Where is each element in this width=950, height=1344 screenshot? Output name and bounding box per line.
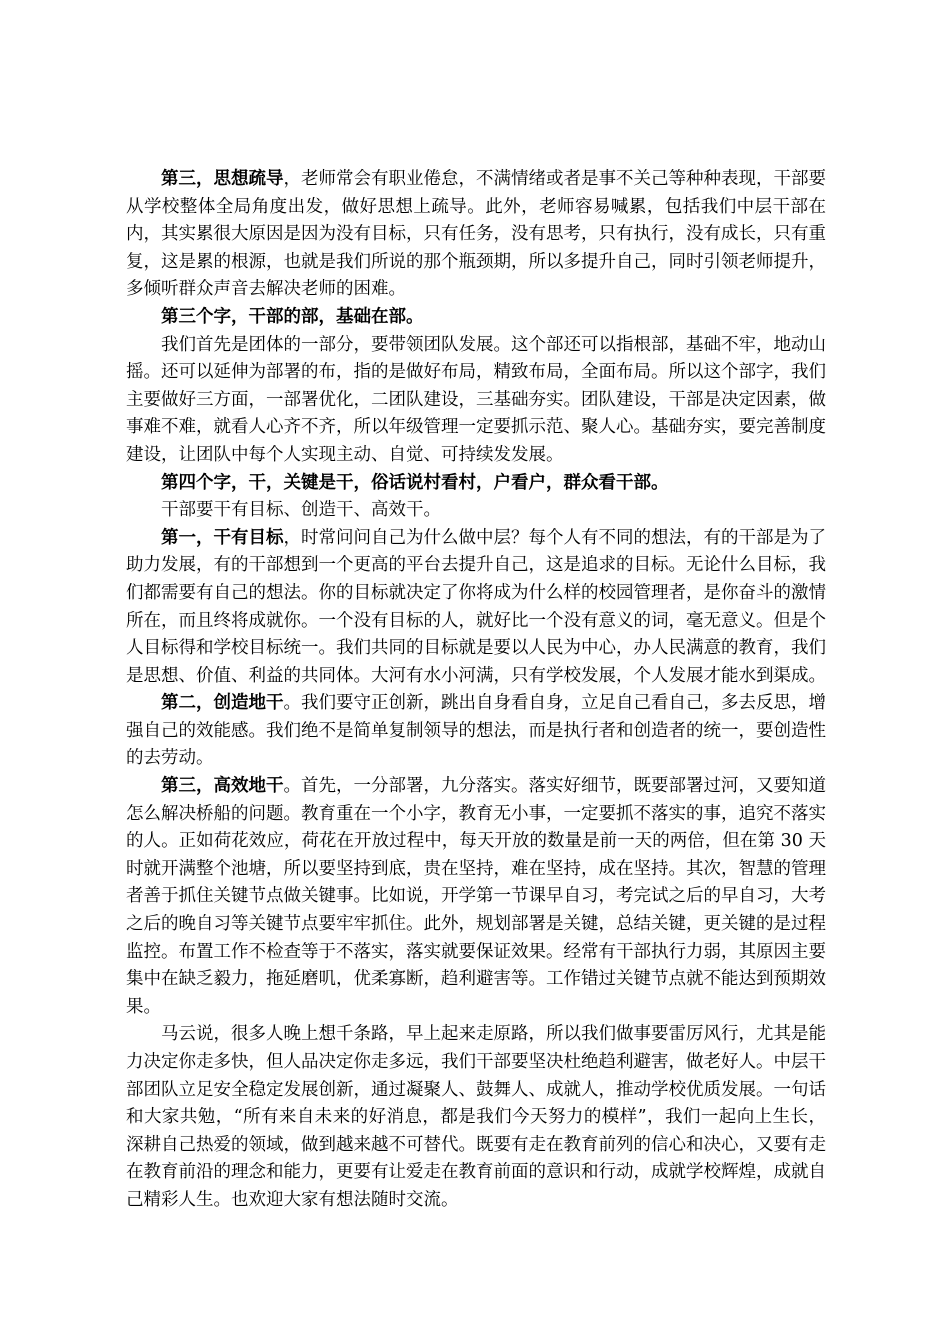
document-page <box>126 166 826 1215</box>
paragraph-gan-summary: 干部要干有目标、创造干、高效干。 <box>161 500 441 521</box>
paragraph-thought-guidance <box>126 166 826 304</box>
section-heading-bu: 第三个字，干部的部，基础在部。 <box>161 306 424 327</box>
paragraph-goal <box>126 525 826 691</box>
paragraph-lead: 第二，创造地干 <box>161 693 284 714</box>
paragraph-lead: 第三，思想疏导 <box>161 169 284 189</box>
paragraph-lead: 第三，高效地干 <box>161 776 284 797</box>
paragraph-text: ，老师常会有职业倦怠，不满情绪或者是事不关己等种种表现，干部要从学校整体全局角度出发，做好思想上疏导。此外，老师容易喊累，包括我们中层干部在内，其实累很大原因是因为没有目标，只有任务，没有思考，只有执行，没有成长，只有重复，这是累的根源，也就是我们所说的那个瓶颈期，所以多提升自己，同时引领老师提升，多倾听群众声音去解决老师的困难。 <box>126 169 826 300</box>
paragraph-team: 我们首先是团体的一部分，要带领团队发展。这个部还可以指根部，基础不牢，地动山摇。还可以延伸为部署的布，指的是做好布局，精致布局，全面布局。所以这个部字，我们主要做好三方面，一部署优化，二团队建设，三基础夯实。团队建设，干部是决定因素，做事难不难，就看人心齐不齐，所以年级管理一定要抓示范、聚人心。基础夯实，要完善制度建设，让团队中每个人实现主动、自觉、可持续发发展。 <box>126 334 826 465</box>
paragraph-lead: 第一，干有目标 <box>161 527 284 548</box>
paragraph-closing: 马云说，很多人晚上想千条路，早上起来走原路，所以我们做事要雷厉风行，尤其是能力决定你走多快，但人品决定你走多远，我们干部要坚决杜绝趋利避害，做老好人。中层干部团队立足安全稳定发展创新，通过凝聚人、鼓舞人、成就人，推动学校优质发展。一句话和大家共勉，“所有来自未来的好消息，都是我们今天努力的模样”，我们一起向上生长，深耕自己热爱的领域，做到越来越不可替代。既要有走在教育前列的信心和决心，又要有走在教育前沿的理念和能力，更要有让爱走在教育前面的意识和行动，成就学校辉煌，成就自己精彩人生。也欢迎大家有想法随时交流。 <box>126 1024 826 1210</box>
section-heading-gan: 第四个字，干，关键是干，俗话说村看村，户看户，群众看干部。 <box>161 472 669 493</box>
paragraph-text: 。我们要守正创新，跳出自身看自身，立足自己看自己，多去反思，增强自己的效能感。我们绝不是简单复制领导的想法，而是执行者和创造者的统一，要创造性的去劳动。 <box>126 693 826 769</box>
paragraph-efficient <box>126 773 826 1021</box>
paragraph-text: 。首先，一分部署，九分落实。落实好细节，既要部署过河，又要知道怎么解决桥船的问题。教育重在一个小字，教育无小事，一定要抓不落实的事，追究不落实的人。正如荷花效应，荷花在开放过程中，每天开放的数量是前一天的两倍，但在第 30 天时就开满整个池塘，所以要坚持到底，贵在坚持，难在坚持，成在坚持。其次，智慧的管理者善于抓住关键节点做关键事。比如说，开学第一节课早自习，考完试之后的早自习，大考之后的晚自习等关键节点要牢牢抓住。此外，规划部署是关键，总结关键，更关键的是过程监控。布置工作不检查等于不落实，落实就要保证效果。经常有干部执行力弱，其原因主要集中在缺乏毅力，拖延磨叽，优柔寡断，趋利避害等。工作错过关键节点就不能达到预期效果。 <box>126 776 826 1017</box>
paragraph-text: ，时常问问自己为什么做中层？每个人有不同的想法，有的干部是为了助力发展，有的干部想到一个更高的平台去提升自己，这是追求的目标。无论什么目标，我们都需要有自己的想法。你的目标就决定了你将成为什么样的校园管理者，是你奋斗的激情所在，而且终将成就你。一个没有目标的人，就好比一个没有意义的词，毫无意义。但是个人目标得和学校目标统一。我们共同的目标就是要以人民为中心，办人民满意的教育，我们是思想、价值、利益的共同体。大河有水小河满，只有学校发展，个人发展才能水到渠成。 <box>126 527 826 686</box>
paragraph-creative <box>126 690 826 773</box>
